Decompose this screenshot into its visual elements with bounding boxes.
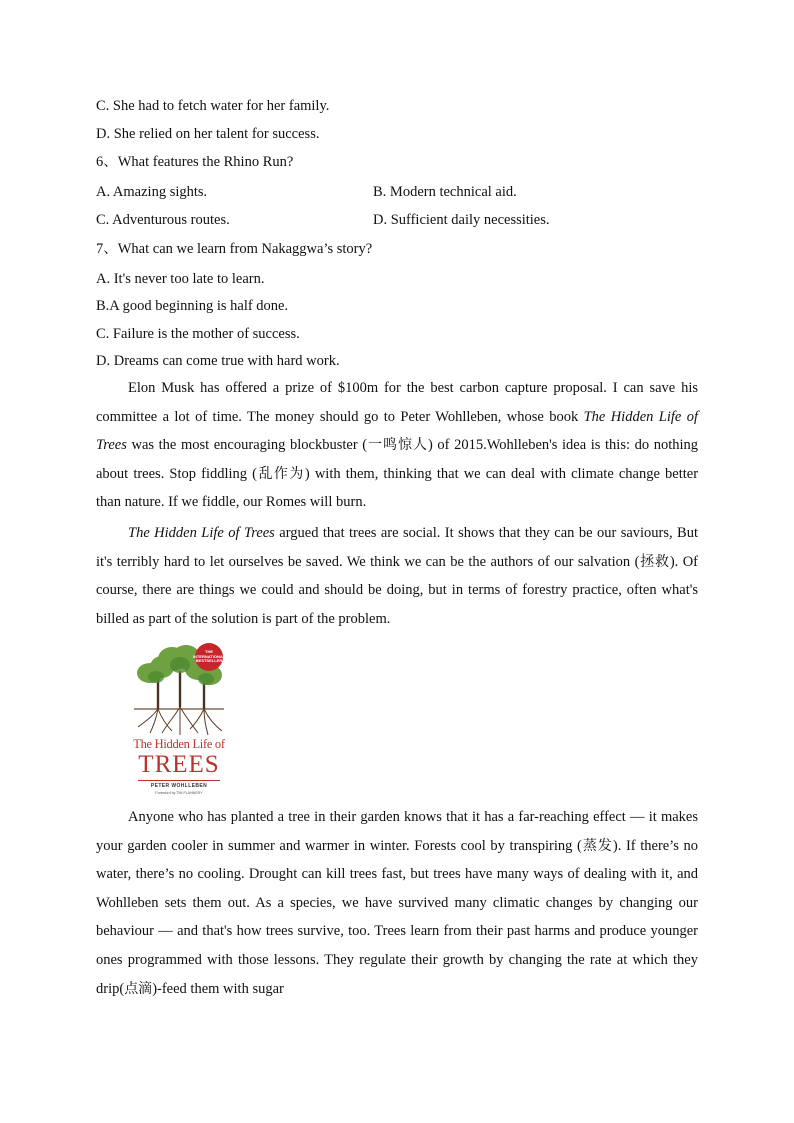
- cover-author: PETER WOHLLEBEN: [150, 783, 208, 789]
- book-title-italic: The Hidden Life of Trees: [128, 525, 275, 541]
- chinese-gloss: 蒸发: [581, 837, 613, 854]
- q5-option-d: D. She relied on her talent for success.: [96, 126, 320, 142]
- p1-text-2: was the most encouraging blockbuster (: [126, 437, 368, 454]
- q7-stem: 7、What can we learn from Nakaggwa’s story?: [96, 241, 373, 257]
- cover-title-line2: TREES: [138, 751, 220, 778]
- q6-stem: 6、What features the Rhino Run?: [96, 154, 294, 170]
- passage-paragraph-2: [96, 519, 698, 633]
- p3-text-3: )-feed them with sugar: [152, 980, 284, 997]
- book-title-italic: The Hidden Life of Trees: [96, 408, 698, 454]
- p2-text-1: argued that trees are social. It shows that they can be our saviours, But it's terribly hard to let ourselves be saved. We think we can be the authors of our salvation (: [96, 525, 699, 570]
- cover-foreword: Foreword by TIM FLANNERY: [155, 791, 203, 795]
- q6-option-a: A. Amazing sights.: [96, 184, 208, 200]
- chinese-gloss: 乱作为: [256, 465, 305, 482]
- book-cover-image: [128, 637, 230, 802]
- cover-title-line1: The Hidden Life of: [133, 737, 225, 751]
- chinese-gloss: 拯救: [639, 553, 670, 570]
- q7-option-b: B.A good beginning is half done.: [96, 298, 289, 314]
- p1-text-4: ) with them, thinking that we can deal with climate change better than nature. If we fiddle, our Romes will burn.: [96, 465, 699, 511]
- q7-option-d: D. Dreams can come true with hard work.: [96, 353, 340, 369]
- q6-option-d: D. Sufficient daily necessities.: [373, 212, 550, 228]
- passage-paragraph-1: [96, 374, 698, 517]
- p3-text-2: ). If there’s no water, there’s no cooling. Drought can kill trees fast, but trees have many ways of dealing with it, and Wohlleben sets them out. As a species, we have survived many climatic changes by changing our behaviour — and that's how trees survive, too. Trees learn from their past harms and produce younger ones programmed with those lessons. They regulate their growth by changing the rate at which they drip(: [96, 837, 699, 997]
- passage-paragraph-3: [96, 803, 698, 1003]
- q6-option-b: B. Modern technical aid.: [373, 184, 517, 200]
- q7-option-a: A. It's never too late to learn.: [96, 271, 265, 287]
- bestseller-badge: THE INTERNATIONAL BESTSELLER: [195, 643, 223, 671]
- p1-text-1: Elon Musk has offered a prize of $100m for the best carbon capture proposal. I can save his committee a lot of time. The money should go to Peter Wohlleben, whose book: [96, 380, 698, 425]
- cover-divider: [138, 780, 220, 781]
- chinese-gloss: 点滴: [124, 980, 153, 997]
- chinese-gloss: 一鸣惊人: [367, 437, 428, 454]
- q7-option-c: C. Failure is the mother of success.: [96, 326, 300, 342]
- q5-option-c: C. She had to fetch water for her family.: [96, 98, 330, 114]
- q6-option-c: C. Adventurous routes.: [96, 212, 230, 228]
- p2-text-2: ). Of course, there are things we could and should be doing, but in terms of forestry practice, often what's billed as part of the solution is part of the problem.: [96, 553, 698, 627]
- p1-text-3: ) of 2015.Wohlleben's idea is this: do nothing about trees. Stop fiddling (: [96, 437, 699, 482]
- p3-text-1: Anyone who has planted a tree in their garden knows that it has a far-reaching effect — it makes your garden cooler in summer and warmer in winter. Forests cool by transpiring (: [96, 809, 698, 854]
